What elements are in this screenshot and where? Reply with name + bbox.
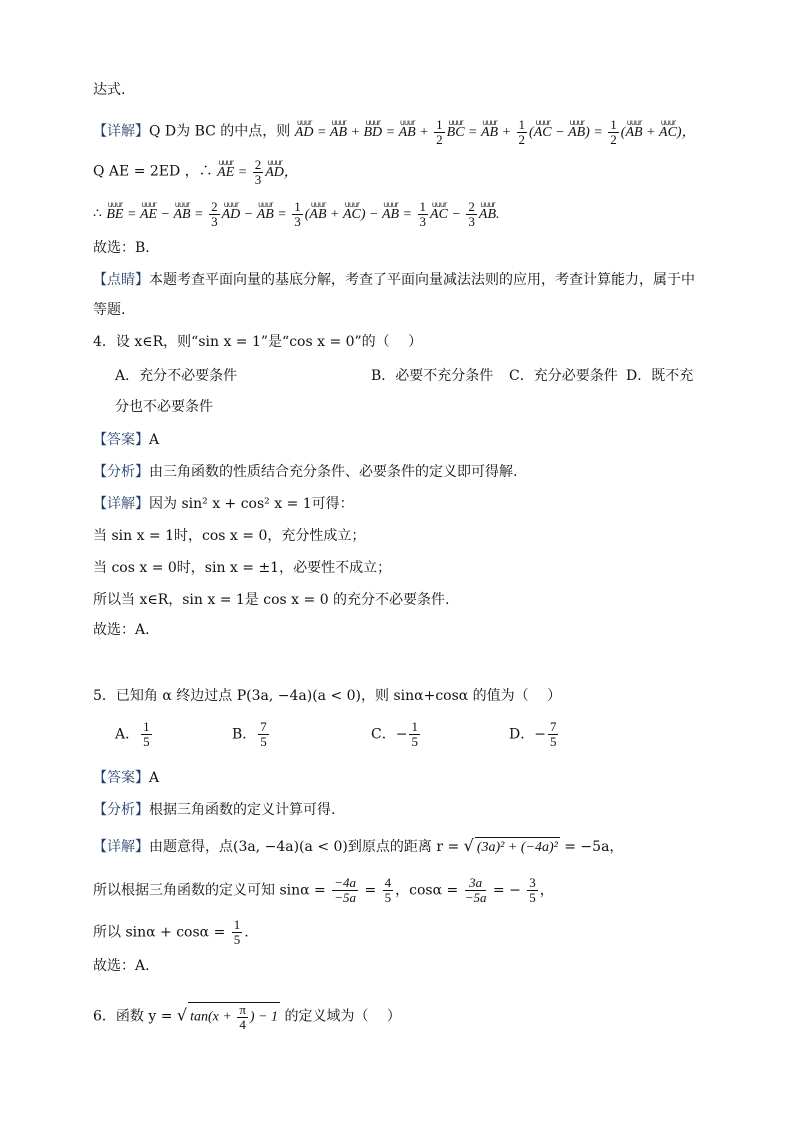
q5-option-c-label: C．− bbox=[371, 726, 408, 743]
radical-sign: √ bbox=[176, 1005, 188, 1025]
q5-option-c-den: 5 bbox=[411, 734, 418, 749]
q6-stem-a: 6．函数 y = bbox=[93, 1008, 173, 1025]
analysis-text: 根据三角函数的定义计算可得. bbox=[149, 802, 336, 818]
prev-comment-line2: 等题. bbox=[93, 302, 126, 318]
q5-analysis bbox=[93, 800, 335, 820]
answer-value: A bbox=[149, 432, 160, 448]
analysis-text: 由三角函数的性质结合充分条件、必要条件的定义即可得解. bbox=[149, 464, 518, 480]
q4-detail-line4: 所以当 x∈R，sin x = 1是 cos x = 0 的充分不必要条件. bbox=[93, 592, 450, 608]
q4-analysis bbox=[93, 462, 517, 482]
detail-tag: 【详解】 bbox=[93, 496, 149, 512]
detail-tag: 【详解】 bbox=[93, 839, 149, 855]
radical-sign: √ bbox=[463, 836, 474, 855]
q5-detail-line3: 所以 sinα + cosα = $\frac{1}{5}$ . bbox=[93, 917, 249, 947]
q5-option-b bbox=[232, 720, 271, 749]
comment-tag: 【点睛】 bbox=[93, 272, 149, 288]
q5-option-a bbox=[115, 720, 154, 749]
prev-result: 故选：B. bbox=[93, 240, 150, 256]
q5-option-a-num: 1 bbox=[143, 719, 150, 734]
q4-answer bbox=[93, 430, 159, 450]
prev-detail-line2 bbox=[93, 158, 298, 187]
q4-option-b: B．必要不充分条件 bbox=[371, 368, 494, 384]
detail-text: 因为 sin² x + cos² x = 1可得： bbox=[149, 496, 354, 512]
detail-text: 由题意得，点(3a, −4a)(a < 0)到原点的距离 r = bbox=[149, 839, 460, 855]
q4-option-c: C．充分必要条件 bbox=[509, 368, 618, 384]
q5-option-b-label: B． bbox=[232, 726, 257, 743]
q4-option-d: D．既不充 bbox=[626, 368, 694, 384]
vector-equation-3: uuur BE = uuur AE − uuur AB = $\frac{2}{3}$ uuur AD − uuur AB = $\frac{1}{3}$ (uuur AB + uuur AC) − uuur AB = $\frac{1}{3}$ uuur AC − $\frac{2}{3}$ uuur AB. bbox=[106, 207, 499, 222]
analysis-tag: 【分析】 bbox=[93, 464, 149, 480]
prev-continuation: 达式. bbox=[93, 82, 126, 98]
answer-value: A bbox=[149, 770, 160, 786]
q5-option-c-num: 1 bbox=[411, 719, 418, 734]
q4-stem: 4．设 x∈R，则“sin x = 1”是“cos x = 0”的（ ） bbox=[93, 334, 423, 350]
detail-line2-text: Q AE = 2ED ，∴ bbox=[93, 163, 213, 180]
distance-result: = −5a， bbox=[564, 839, 624, 855]
prev-detail-line1 bbox=[93, 118, 696, 147]
q5-option-d-label: D．− bbox=[509, 726, 546, 743]
q5-option-a-label: A． bbox=[115, 726, 140, 743]
q5-option-b-den: 5 bbox=[260, 734, 267, 749]
q6-radicand: tan(x + $\frac{\pi}{4}$ ) − 1 bbox=[190, 1002, 279, 1032]
q5-option-d bbox=[509, 720, 560, 749]
q6-stem bbox=[93, 1002, 401, 1032]
sin-def-text: 所以根据三角函数的定义可知 sinα = bbox=[93, 882, 326, 899]
q4-detail-line1 bbox=[93, 494, 354, 514]
q5-answer bbox=[93, 768, 159, 788]
analysis-tag: 【分析】 bbox=[93, 802, 149, 818]
vector-equation-1: uuur AD = uuur AB + uuur BD = uuur AB + $\frac{1}{2}$ uuur BC = uuur AB + $\frac{1}{2}$ (uuur AC − uuur AB) = $\frac{1}{2}$ (uuur AB + uuur AC)， bbox=[295, 125, 696, 140]
q5-detail-line1 bbox=[93, 836, 623, 858]
q4-detail-line3: 当 cos x = 0时，sin x = ±1，必要性不成立； bbox=[93, 560, 392, 576]
cos-def-text: ，cosα = bbox=[395, 882, 459, 899]
prev-comment-line1 bbox=[93, 270, 695, 290]
q5-result: 故选：A. bbox=[93, 958, 150, 974]
detail-tag: 【详解】 bbox=[93, 123, 149, 140]
q4-option-d-cont: 分也不必要条件 bbox=[115, 399, 213, 415]
q5-detail-line2: 所以根据三角函数的定义可知 sinα = $\frac{-4a}{-5a}$ = $\frac{4}{5}$ ，cosα = $\frac{3a}{-5a}$ = − $\frac{3}{5}$ ， bbox=[93, 875, 554, 905]
q5-option-d-den: 5 bbox=[549, 734, 557, 749]
q5-stem: 5．已知角 α 终边过点 P(3a, −4a)(a < 0)，则 sinα+cosα 的值为（ ） bbox=[93, 688, 562, 704]
q4-result: 故选：A. bbox=[93, 622, 150, 638]
radicand: (3a)² + (−4a)² bbox=[475, 837, 560, 858]
q5-option-a-den: 5 bbox=[143, 734, 150, 749]
q4-detail-line2: 当 sin x = 1时，cos x = 0，充分性成立； bbox=[93, 528, 366, 544]
q5-option-d-num: 7 bbox=[549, 719, 557, 734]
q4-option-a: A．充分不必要条件 bbox=[115, 368, 238, 384]
answer-tag: 【答案】 bbox=[93, 770, 149, 786]
detail-text: Q D为 BC 的中点，则 bbox=[149, 123, 291, 140]
therefore-sign: ∴ bbox=[93, 205, 102, 222]
vector-equation-2: uuur AE = $\frac{2}{3}$ uuur AD， bbox=[217, 165, 298, 180]
q5-option-b-num: 7 bbox=[260, 719, 267, 734]
answer-tag: 【答案】 bbox=[93, 432, 149, 448]
q5-option-c bbox=[371, 720, 422, 749]
q6-stem-b: 的定义域为（ ） bbox=[284, 1008, 401, 1025]
sum-text: 所以 sinα + cosα = bbox=[93, 924, 226, 941]
prev-detail-line3 bbox=[93, 200, 500, 229]
comment-text: 本题考查平面向量的基底分解，考查了平面向量减法法则的应用，考查计算能力，属于中 bbox=[149, 272, 695, 288]
